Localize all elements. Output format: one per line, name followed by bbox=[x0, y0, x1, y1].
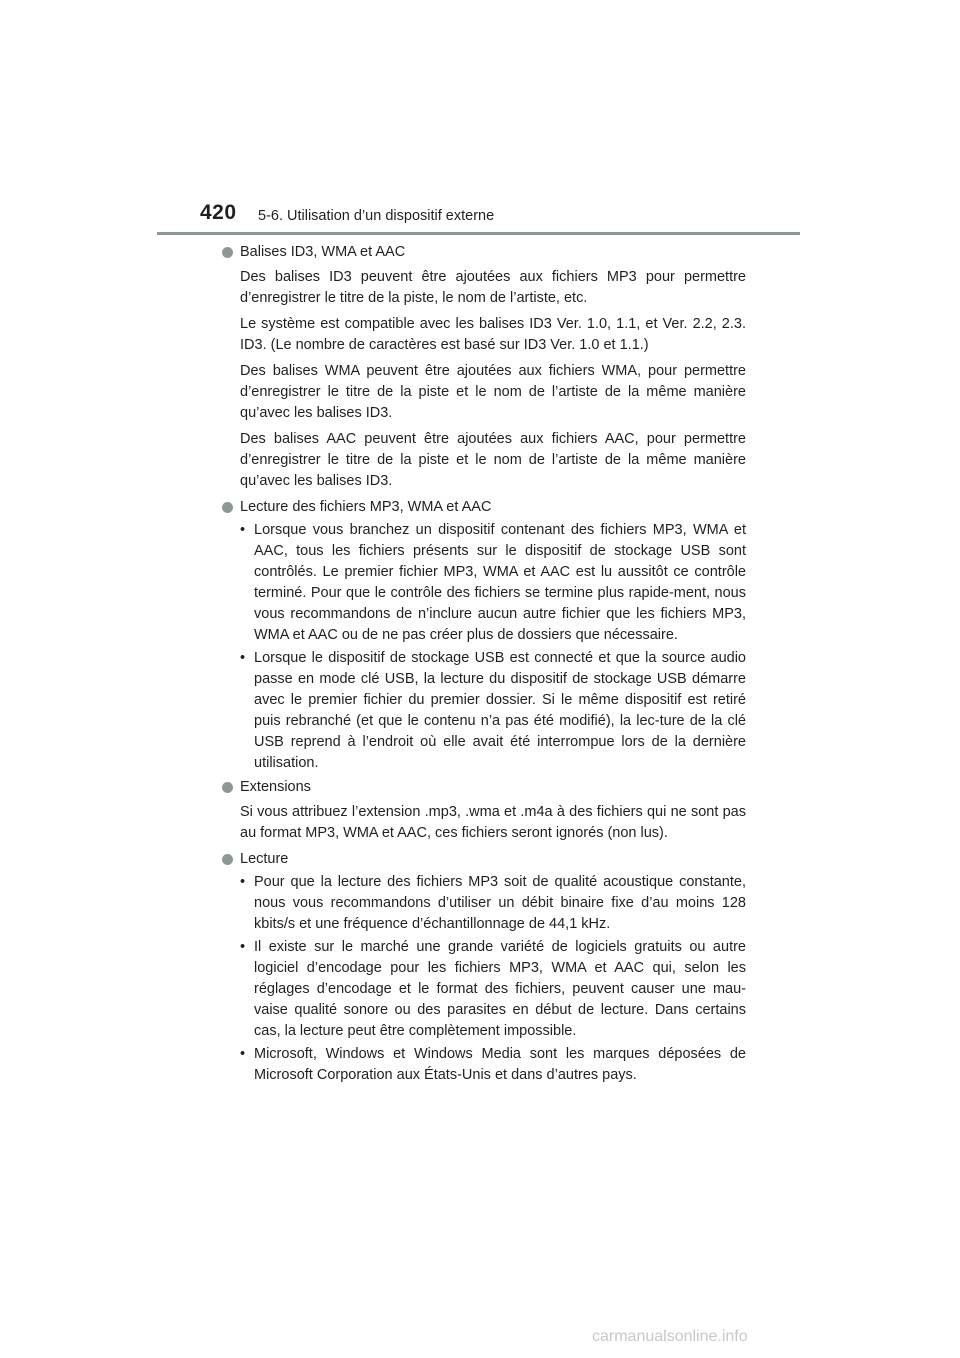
bullet-dot-icon bbox=[222, 247, 233, 258]
paragraph: Des balises ID3 peuvent être ajoutées aux fichiers MP3 pour permettre d’enregistrer le titre de la piste, le nom de l’artiste, etc. bbox=[240, 269, 746, 306]
list-bullet: • bbox=[240, 522, 246, 538]
bullet-dot-icon bbox=[222, 782, 233, 793]
section-playback bbox=[222, 849, 746, 1086]
list-item-text: Pour que la lecture des fichiers MP3 soit de qualité acoustique constante, nous vous recommandons d’utiliser un débit binaire fixe d’au moins 128 kbits/s et une fréquence d’échantillonnage de 44,1 kHz. bbox=[254, 874, 746, 932]
paragraph: Des balises AAC peuvent être ajoutées aux fichiers AAC, pour permettre d’enregistrer le titre de la piste et le nom de l’artiste de la même manière qu’avec les balises ID3. bbox=[240, 431, 746, 489]
list-bullet: • bbox=[240, 874, 246, 890]
section-heading-text: Lecture bbox=[240, 851, 289, 867]
page-content bbox=[222, 240, 746, 1086]
list-item bbox=[222, 648, 746, 774]
bullet-dot-icon bbox=[222, 502, 233, 513]
paragraph: Si vous attribuez l’extension .mp3, .wma et .m4a à des fichiers qui ne sont pas au format MP3, WMA et AAC, ces fichiers seront ignorés (non lus). bbox=[240, 804, 746, 841]
section-file-playback bbox=[222, 497, 746, 774]
section-heading-text: Extensions bbox=[240, 779, 311, 795]
list-item bbox=[222, 520, 746, 646]
section-heading bbox=[222, 777, 746, 798]
header-divider bbox=[157, 232, 800, 235]
section-heading bbox=[222, 242, 746, 263]
list-item-text: Microsoft, Windows et Windows Media sont les marques déposées de Microsoft Corporation aux États-Unis et dans d’autres pays. bbox=[254, 1046, 746, 1083]
list-bullet: • bbox=[240, 650, 246, 666]
section-extensions bbox=[222, 777, 746, 844]
list-bullet: • bbox=[240, 1046, 246, 1062]
section-title: 5-6. Utilisation d’un dispositif externe bbox=[258, 208, 495, 224]
watermark: carmanualsonline.info bbox=[592, 1328, 748, 1345]
page-number: 420 bbox=[200, 201, 237, 224]
list-item-text: Lorsque le dispositif de stockage USB est connecté et que la source audio passe en mode clé USB, la lecture du dispositif de stockage USB démarre avec le premier fichier du premier dossier. Si le même dispositif est retiré puis rebranché (et que le contenu n’a pas été modifié), la lec-ture de la clé USB reprend à l’endroit où elle avait été interrompue lors de la dernière utilisation. bbox=[254, 650, 746, 771]
list-item bbox=[222, 937, 746, 1042]
list-bullet: • bbox=[240, 939, 246, 955]
list-item bbox=[222, 872, 746, 935]
list-item bbox=[222, 1044, 746, 1086]
section-heading bbox=[222, 497, 746, 518]
bullet-dot-icon bbox=[222, 854, 233, 865]
paragraph: Des balises WMA peuvent être ajoutées aux fichiers WMA, pour permettre d’enregistrer le titre de la piste et le nom de l’artiste de la même manière qu’avec les balises ID3. bbox=[240, 363, 746, 421]
section-id3-tags bbox=[222, 242, 746, 492]
section-heading-text: Lecture des fichiers MP3, WMA et AAC bbox=[240, 499, 492, 515]
paragraph: Le système est compatible avec les balises ID3 Ver. 1.0, 1.1, et Ver. 2.2, 2.3. ID3. (Le nombre de caractères est basé sur ID3 Ver. 1.0 et 1.1.) bbox=[240, 316, 746, 353]
section-heading-text: Balises ID3, WMA et AAC bbox=[240, 244, 406, 260]
section-heading bbox=[222, 849, 746, 870]
list-item-text: Lorsque vous branchez un dispositif contenant des fichiers MP3, WMA et AAC, tous les fichiers présents sur le dispositif de stockage USB sont contrôlés. Le premier fichier MP3, WMA et AAC est lu aussitôt ce contrôle terminé. Pour que le contrôle des fichiers se termine plus rapide-ment, nous vous recommandons de n’inclure aucun autre fichier que les fichiers MP3, WMA et AAC ou de ne pas créer plus de dossiers que nécessaire. bbox=[254, 522, 746, 643]
list-item-text: Il existe sur le marché une grande variété de logiciels gratuits ou autre logiciel d’encodage pour les fichiers MP3, WMA et AAC qui, selon les réglages d’encodage et le format des fichiers, peuvent causer une mau-vaise qualité sonore ou des parasites en début de lecture. Dans certains cas, la lecture peut être complètement impossible. bbox=[254, 939, 746, 1039]
page-header bbox=[0, 0, 960, 240]
